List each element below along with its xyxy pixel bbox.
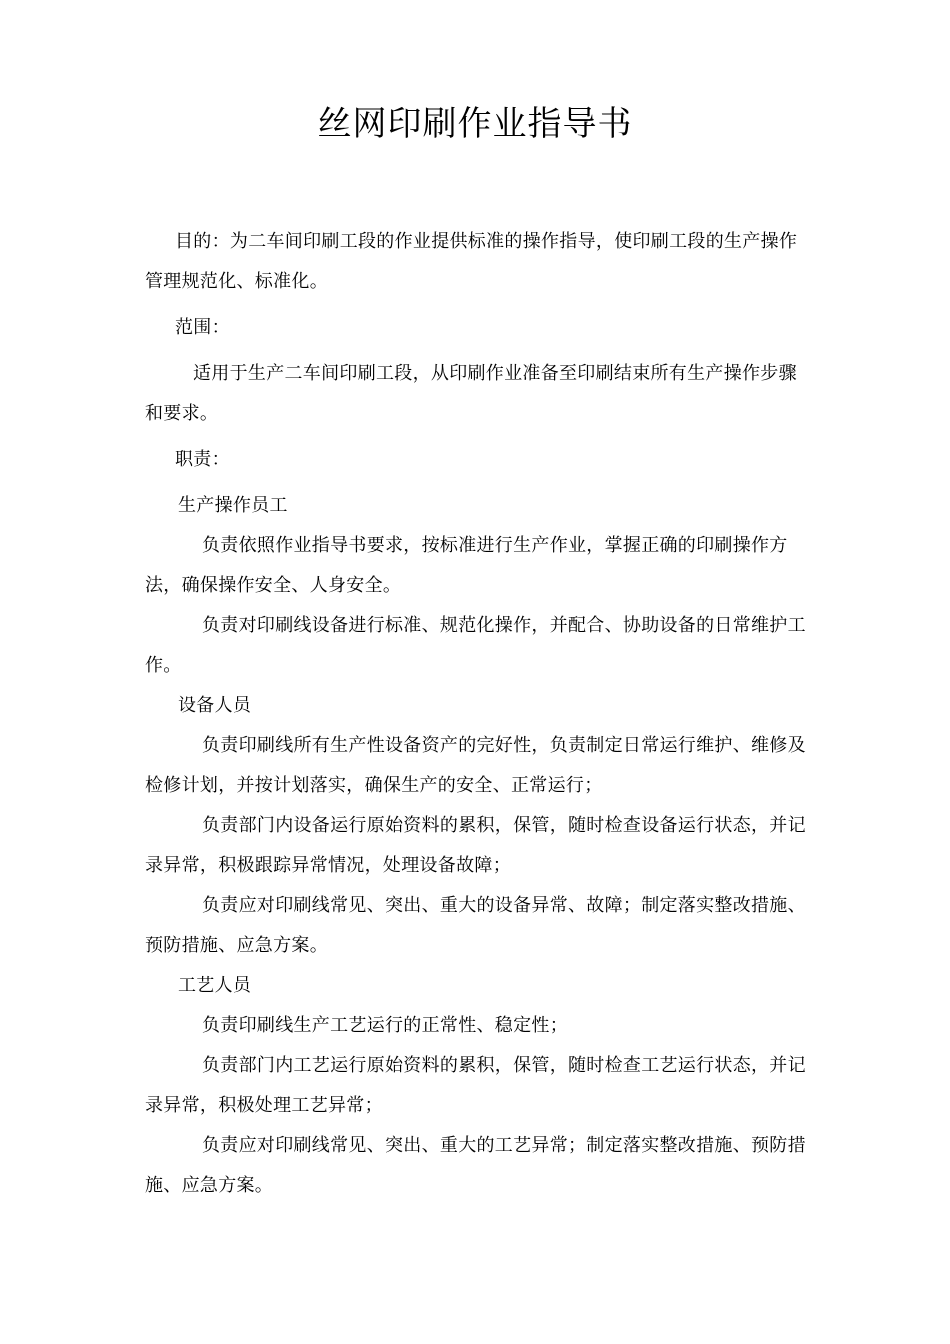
duty-heading: 职责： [175, 449, 230, 470]
duty-paragraph: 负责依照作业指导书要求，按标准进行生产作业，掌握正确的印刷操作方法，确保操作安全、人身安全。 [145, 535, 788, 596]
document-title: 丝网印刷作业指导书 [317, 104, 633, 144]
role-heading-production: 生产操作员工 [178, 495, 288, 516]
role-heading-process: 工艺人员 [178, 975, 252, 996]
duty-paragraph: 负责对印刷线设备进行标准、规范化操作，并配合、协助设备的日常维护工作。 [145, 615, 806, 676]
duty-paragraph: 负责部门内设备运行原始资料的累积，保管，随时检查设备运行状态，并记录异常，积极跟踪异常情况，处理设备故障； [145, 815, 806, 876]
scope-heading: 范围： [175, 317, 230, 338]
duty-paragraph: 负责应对印刷线常见、突出、重大的设备异常、故障；制定落实整改措施、预防措施、应急方案。 [145, 895, 806, 956]
role-heading-equipment: 设备人员 [178, 695, 252, 716]
duty-paragraph: 负责部门内工艺运行原始资料的累积，保管，随时检查工艺运行状态，并记录异常，积极处理工艺异常； [145, 1055, 806, 1116]
duty-paragraph: 负责应对印刷线常见、突出、重大的工艺异常；制定落实整改措施、预防措施、应急方案。 [145, 1135, 806, 1196]
purpose-paragraph: 目的：为二车间印刷工段的作业提供标准的操作指导，使印刷工段的生产操作管理规范化、标准化。 [145, 231, 798, 292]
scope-paragraph: 适用于生产二车间印刷工段，从印刷作业准备至印刷结束所有生产操作步骤和要求。 [145, 363, 797, 424]
duty-paragraph: 负责印刷线生产工艺运行的正常性、稳定性； [202, 1015, 568, 1036]
document-body [145, 222, 810, 1206]
duty-paragraph: 负责印刷线所有生产性设备资产的完好性，负责制定日常运行维护、维修及检修计划，并按计划落实，确保生产的安全、正常运行； [145, 735, 806, 796]
